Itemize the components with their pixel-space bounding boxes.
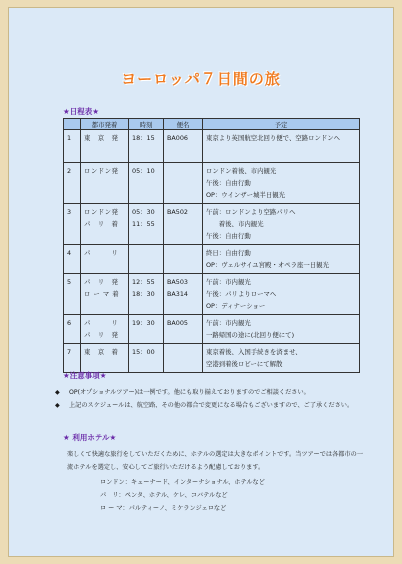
hotel-heading: ★ 利用ホテル★	[63, 433, 117, 442]
cell-flight: BA502	[164, 204, 203, 245]
table-row	[64, 274, 360, 315]
notes-heading: ★注意事項★	[63, 371, 107, 380]
page-title: ヨーロッパ７日間の旅	[121, 70, 281, 88]
notes-list	[55, 386, 355, 412]
note-text: OP(オプショナルツアー)は一例です。他にも取り揃えておりますのでご相談ください。	[69, 389, 310, 396]
cell-city: 東 京 着	[81, 344, 129, 373]
cell-flight	[164, 245, 203, 274]
cell-flight	[164, 344, 203, 373]
cell-day: 1	[64, 130, 81, 163]
cell-city: パ リ パ リ 発	[81, 315, 129, 344]
cell-city: パ リ 発 ロ ー マ 着	[81, 274, 129, 315]
cell-flight: BA006	[164, 130, 203, 163]
cell-city: 東 京 発	[81, 130, 129, 163]
hotel-intro: 楽しくて快適な旅行をしていただくために、ホテルの選定は大きなポイントです。当ツアーでは各都市の一流ホテルを選定し、安心してご旅行いただけるよう配慮しております。	[67, 451, 364, 471]
list-item	[55, 399, 355, 412]
header-flight: 便名	[164, 119, 203, 130]
cell-day: 7	[64, 344, 81, 373]
cell-time: 15：00	[129, 344, 164, 373]
table-row	[64, 130, 360, 163]
list-item	[55, 386, 355, 399]
cell-time: 05：30 11：55	[129, 204, 164, 245]
header-city: 都市発着	[81, 119, 129, 130]
cell-time: 18：15	[129, 130, 164, 163]
cell-day: 3	[64, 204, 81, 245]
cell-flight: BA005	[164, 315, 203, 344]
cell-time: 05：10	[129, 163, 164, 204]
cell-plan: 東京より英国航空北回り便で、空路ロンドンへ	[203, 130, 360, 163]
hotel-list	[67, 476, 367, 515]
table-row	[64, 204, 360, 245]
table-row	[64, 344, 360, 373]
cell-flight	[164, 163, 203, 204]
cell-city: ロンドン発	[81, 163, 129, 204]
diamond-bullet-icon: ◆	[55, 402, 60, 409]
cell-day: 5	[64, 274, 81, 315]
diamond-bullet-icon: ◆	[55, 389, 60, 396]
table-row	[64, 245, 360, 274]
cell-plan: 午前：ロンドンより空路パリへ 着後、市内観光 午後：自由行動	[203, 204, 360, 245]
cell-day: 6	[64, 315, 81, 344]
cell-time: 19：30	[129, 315, 164, 344]
list-item: ロンドン：キューナード、インターナショナル、ホテルなど	[100, 479, 265, 486]
cell-plan: 午前：市内観光 午後：パリよりローマへ OP：ディナーショー	[203, 274, 360, 315]
cell-flight: BA503 BA314	[164, 274, 203, 315]
itinerary-table	[63, 118, 360, 373]
cell-city: パ リ	[81, 245, 129, 274]
cell-plan: 東京着後、入国手続きを済ませ、 空港到着後ロビーにて解散	[203, 344, 360, 373]
hotel-section	[67, 448, 367, 515]
note-text: 上記のスケジュールは、航空路、その他の都合で変更になる場合もございますので、ご了承ください。	[69, 402, 354, 409]
itinerary-heading: ★日程表★	[63, 107, 99, 116]
table-row	[64, 315, 360, 344]
cell-day: 4	[64, 245, 81, 274]
header-time: 時刻	[129, 119, 164, 130]
header-day	[64, 119, 81, 130]
cell-time	[129, 245, 164, 274]
list-item: パ リ：ペンタ、ホテル、ケレ、コバテルなど	[100, 492, 228, 499]
list-item: ロ ー マ：パルティーノ、ミケランジェロなど	[100, 505, 227, 512]
table-header-row	[64, 119, 360, 130]
cell-day: 2	[64, 163, 81, 204]
table-row	[64, 163, 360, 204]
document-page	[8, 7, 394, 557]
cell-time: 12：55 18：30	[129, 274, 164, 315]
cell-plan: ロンドン着後、市内観光 午後：自由行動 OP：ウインザー城半日観光	[203, 163, 360, 204]
cell-plan: 午前：市内観光 一路帰国の途に(北回り便にて)	[203, 315, 360, 344]
header-plan: 予定	[203, 119, 360, 130]
cell-plan: 終日：自由行動 OP：ヴェルサイユ宮殿・オペラ座一日観光	[203, 245, 360, 274]
cell-city: ロンドン発 パ リ 着	[81, 204, 129, 245]
